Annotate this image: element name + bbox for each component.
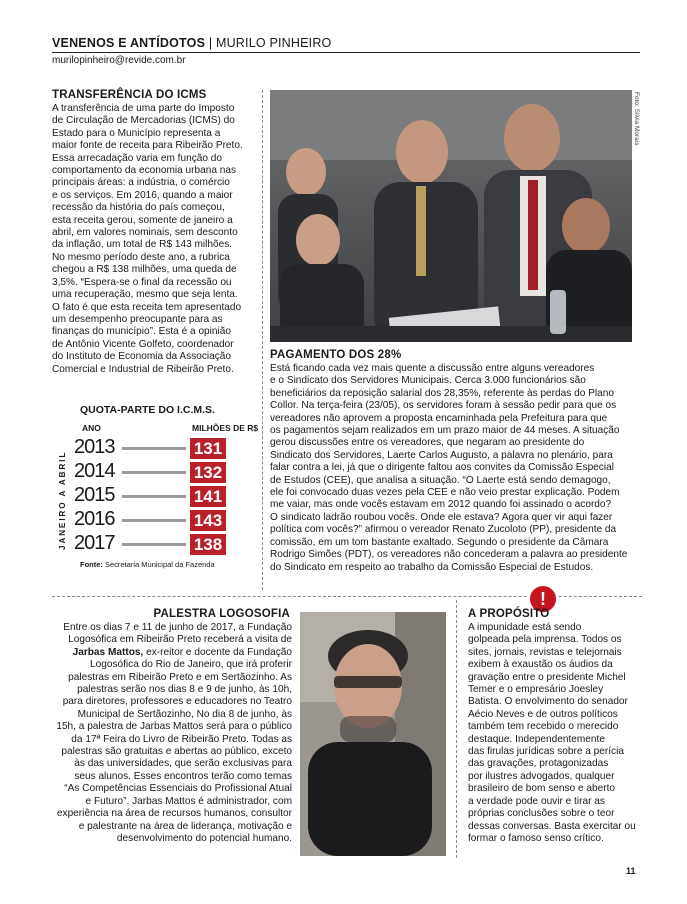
text-line: Logosófica do Rio de Janeiro, que irá proferir	[90, 659, 292, 671]
text-line: esta receita gerou, somente de janeiro a	[52, 214, 233, 226]
portrait-illustration	[300, 612, 446, 856]
icms-article-title: TRANSFERÊNCIA DO ICMS	[52, 89, 207, 101]
text-line: falar contra a lei, já que o dirigente faltou aos convites da Comissão Especial	[270, 462, 614, 474]
text-line: palestras são gratuitas e abertas ao público, exceto	[61, 746, 292, 758]
chart-value: 141	[190, 486, 226, 507]
icms-chart	[52, 400, 264, 575]
text-line: de Estudos (CEE), que analisa a situação. “O Laerte está sendo demagogo,	[270, 474, 611, 486]
text-line: próprias conclusões sobre o teor	[468, 808, 615, 820]
photo-credit: Foto: Silvia Morais	[633, 92, 640, 146]
text-line: e o Sindicato dos Servidores Municipais. Cerca 3.000 funcionários são	[270, 375, 586, 387]
chart-leader-line	[122, 495, 186, 498]
text-line: Sindicato dos Servidores, Laerte Carlos Augusto, a palavra no plenário, para	[270, 449, 613, 461]
text-line: principais áreas: a indústria, o comércio	[52, 177, 230, 189]
alert-icon: !	[528, 584, 558, 614]
chart-value: 143	[190, 510, 226, 531]
text-line: das firulas jurídicas sobre a perícia	[468, 746, 624, 758]
chart-year-label: 2013	[74, 436, 115, 458]
text-line: comissão, em um tom bastante exaltado. Segundo o presidente da Câmara	[270, 536, 609, 548]
chart-col-value: MILHÕES DE R$	[192, 423, 259, 433]
text-line: 15h, a palestra de Jarbas Mattos será para o público	[56, 721, 292, 733]
chart-source	[80, 560, 215, 569]
column-title: VENENOS E ANTÍDOTOS	[52, 36, 206, 50]
author-name: MURILO PINHEIRO	[215, 36, 332, 50]
chart-side-label: JANEIRO A ABRIL	[58, 450, 67, 550]
text-line: me vaiar, mas onde vocês estavam em 2012 quando foi assinado o acordo?	[270, 499, 612, 511]
text-line: golpeada pela imprensa. Todos os	[468, 634, 622, 646]
text-line: comportamento da economia urbana nas	[52, 165, 237, 177]
text-line: Está ficando cada vez mais quente a discussão entre alguns vereadores	[270, 363, 595, 374]
text-line: O sindicato ladrão roubou vocês. Onde ele estava? Agora quer vir aqui fazer	[270, 511, 613, 523]
column-header	[52, 36, 331, 50]
text-line: Essa arrecadação varia em função do	[52, 152, 223, 164]
text-line: maior fonte de receita para Ribeirão Preto.	[52, 140, 243, 152]
text-line: O fato é que esta receita tem apresentado	[52, 301, 242, 313]
chart-col-year: ANO	[82, 423, 101, 433]
chart-year-label: 2015	[74, 484, 115, 506]
text-line: chegou a R$ 138 milhões, uma queda de	[52, 264, 237, 276]
text-line: Aécio Neves e de outros políticos	[468, 708, 618, 720]
text-line: Logosófica em Ribeirão Preto receberá a visita de	[68, 634, 292, 646]
text-line: formar o famoso senso crítico.	[468, 832, 604, 844]
text-line: e palestrante na área de liderança, motivação e	[78, 820, 292, 832]
text-line: Comercial e Industrial de Ribeirão Preto.	[52, 363, 234, 375]
council-session-illustration	[270, 90, 632, 342]
text-line: Jarbas Mattos, ex-reitor e docente da Fundação	[72, 646, 292, 658]
council-session-photo	[270, 90, 632, 342]
text-line: No mesmo período deste ano, a rubrica	[52, 251, 230, 263]
text-line: recessão da história do país começou,	[52, 202, 225, 214]
chart-source-label: Fonte:	[80, 560, 103, 569]
chart-value: 131	[190, 438, 226, 459]
chart-leader-line	[122, 519, 186, 522]
text-line: seus alunos. Esses encontros terão como temas	[74, 770, 292, 782]
chart-leader-line	[122, 447, 186, 450]
text-line: uma recuperação, mesmo que seja lenta.	[52, 289, 238, 301]
icms-article-body	[52, 103, 264, 376]
text-line: gerou discussões entre os vereadores, que negaram ao presidente do	[270, 437, 585, 449]
palestra-article-body	[52, 622, 292, 845]
chart-source-text: Secretaria Municipal da Fazenda	[102, 560, 215, 569]
text-line: destaque. Independentemente	[468, 733, 605, 745]
speaker-name: Jarbas Mattos,	[72, 646, 144, 658]
text-line: palestras em Ribeirão Preto e em Sertãozinho. As	[68, 671, 292, 683]
text-line: da 17ª Feira do Livro de Ribeirão Preto. Todas as	[71, 733, 292, 745]
text-line: e os serviços. Em 2016, quando a maior	[52, 189, 233, 201]
text-line: finanças do município”. Esta é a opinião	[52, 326, 231, 338]
text-line: “As Competências Essenciais do Profissional Atual	[64, 783, 292, 795]
chart-leader-line	[122, 543, 186, 546]
text-line: e Futuro”. Jarbas Mattos é administrador, com	[85, 795, 292, 807]
text-line: vereadores não aprovem a proposta encaminhada pela Prefeitura para que	[270, 412, 608, 424]
text-line: política com vocês?” afirmou o vereador Renato Zucoloto (PP), presidente da	[270, 524, 617, 536]
chart-year-label: 2014	[74, 460, 115, 482]
text-line: um desempenho preocupante para as	[52, 313, 223, 325]
text-line: beneficiários da reposição salarial dos 28,35%, referente às perdas do Plano	[270, 387, 614, 399]
chart-title: QUOTA-PARTE DO I.C.M.S.	[80, 404, 215, 416]
text-line: a verdade pode ouvir e tirar as	[468, 795, 605, 807]
text-line: da inflação, um total de R$ 143 milhões.	[52, 239, 233, 251]
chart-value: 138	[190, 534, 226, 555]
proposito-divider	[456, 600, 457, 858]
header-rule	[52, 52, 640, 53]
text-line: para diretores, professores e educadores no Teatro	[62, 696, 292, 708]
text-line: de Antônio Vicente Golfeto, coordenador	[52, 338, 234, 350]
header-separator: |	[208, 36, 213, 50]
text-line: Rodrigo Simões (PDT), os vereadores não concederam a palavra ao presidente	[270, 549, 628, 561]
chart-value: 132	[190, 462, 226, 483]
text-line: às das universidades, que serão exclusivas para	[74, 758, 292, 770]
text-line: desenvolvimento do potencial humano.	[116, 832, 292, 844]
text-line: dessas conversas. Basta exercitar ou	[468, 820, 636, 832]
pagamento-article-body	[270, 363, 642, 574]
chart-year-label: 2016	[74, 508, 115, 530]
column-divider	[262, 90, 263, 590]
palestra-article-title: PALESTRA LOGOSOFIA	[153, 608, 290, 620]
text-line: Temer e o empresário Joesley	[468, 684, 604, 696]
author-email[interactable]: murilopinheiro@revide.com.br	[52, 55, 186, 66]
page-number: 11	[626, 866, 636, 876]
text-line: experiência na área de recursos humanos, consultor	[56, 808, 292, 820]
proposito-article-title: A PROPÓSITO	[468, 608, 550, 620]
text-line: das gravações, protagonizadas	[468, 758, 609, 770]
text-line: os pagamentos sejam realizados em um prazo maior de 44 meses. A situação	[270, 425, 620, 437]
text-line: brasileiro de bom senso e aberto	[468, 783, 616, 795]
text-line: Collor. Na terça-feira (23/05), os servidores foram à sessão pedir para que os	[270, 400, 617, 412]
pagamento-article-title: PAGAMENTO DOS 28%	[270, 349, 402, 361]
text-line: A impunidade está sendo	[468, 622, 582, 633]
chart-leader-line	[122, 471, 186, 474]
text-line: palestras serão nos dias 8 e 9 de junho, às 10h,	[77, 684, 292, 696]
text-line: gravação entre o presidente Michel	[468, 671, 626, 683]
jarbas-mattos-portrait	[300, 612, 446, 856]
text-line: de Circulação de Mercadorias (ICMS) do	[52, 115, 235, 127]
text-line: do Sindicato em respeito ao trabalho da Comissão Especial de Estudos.	[270, 561, 594, 573]
text-line: Estado para o Município representa a	[52, 127, 221, 139]
text-line: Batista. O envolvimento do senador	[468, 696, 628, 708]
text-line: do Instituto de Economia da Associação	[52, 351, 231, 363]
text-line: Entre os dias 7 e 11 de junho de 2017, a Fundação	[63, 622, 292, 633]
text-line: sites, jornais, revistas e telejornais	[468, 646, 622, 658]
text-line: A transferência de uma parte do Imposto	[52, 103, 235, 114]
text-line: abril, em valores nominais, sem desconto	[52, 227, 238, 239]
text-line: Municipal de Sertãozinho, No dia 8 de junho, às	[77, 708, 292, 720]
text-line: 3,5%. “Espera-se o final da recessão ou	[52, 276, 232, 288]
text-line: por ilustres advogados, qualquer	[468, 770, 615, 782]
proposito-article-body	[468, 622, 644, 845]
text-line: ele foi convocado duas vezes pela CEE e não veio prestar explicação. Podem	[270, 487, 620, 499]
text-line: exibem à exaustão os áudios da	[468, 659, 613, 671]
chart-year-label: 2017	[74, 532, 115, 554]
text-line: também tem recebido o merecido	[468, 721, 619, 733]
